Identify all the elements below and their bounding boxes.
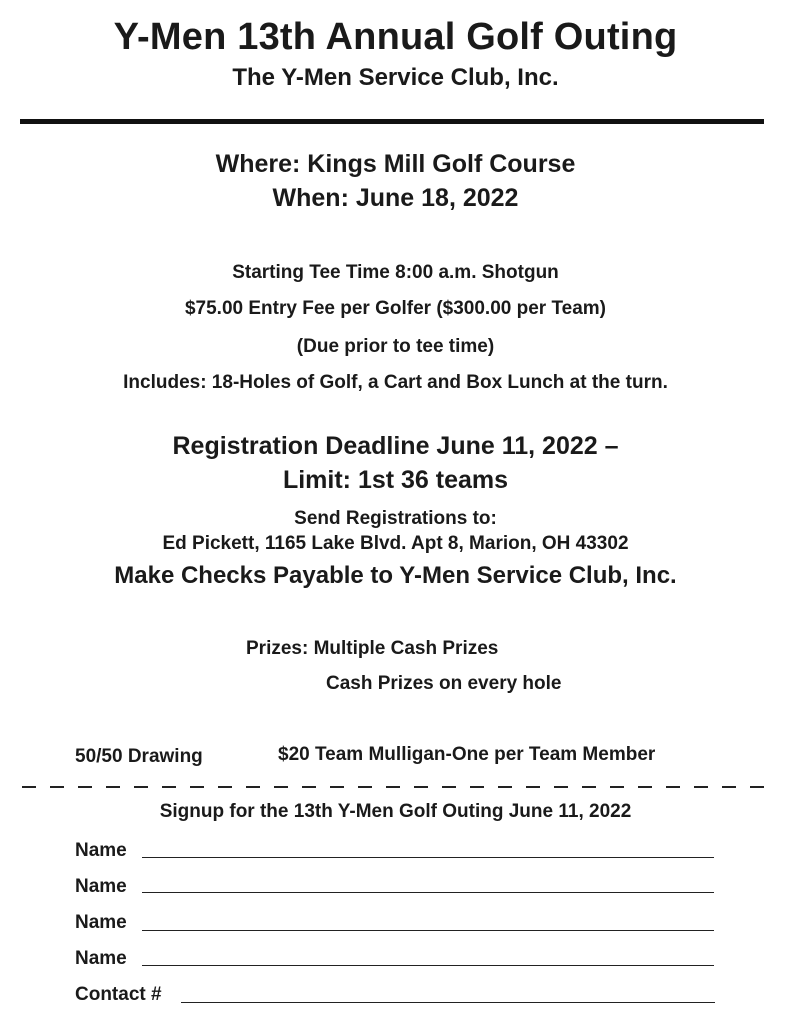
registration-deadline: Registration Deadline June 11, 2022 – (172, 432, 619, 460)
name-label: Name (75, 912, 127, 933)
name-field-3[interactable] (75, 912, 717, 938)
cut-here-divider (22, 782, 770, 792)
registration-address: Ed Pickett, 1165 Lake Blvd. Apt 8, Marion, OH 43302 (162, 533, 629, 554)
checks-payable: Make Checks Payable to Y-Men Service Club, Inc. (114, 562, 677, 589)
contact-blank-line[interactable] (181, 1002, 715, 1003)
entry-fee: $75.00 Entry Fee per Golfer ($300.00 per Team) (184, 298, 606, 319)
name-label: Name (75, 948, 127, 969)
team-limit: Limit: 1st 36 teams (282, 466, 509, 494)
name-field-2[interactable] (75, 876, 717, 902)
flyer-title: Y-Men 13th Annual Golf Outing (113, 16, 678, 58)
flyer-subtitle: The Y-Men Service Club, Inc. (232, 64, 559, 91)
contact-field[interactable] (75, 984, 717, 1010)
event-date: When: June 18, 2022 (272, 184, 519, 212)
contact-label: Contact # (75, 984, 162, 1005)
payment-due-note: (Due prior to tee time) (296, 336, 495, 357)
prizes-every-hole: Cash Prizes on every hole (326, 673, 562, 694)
name-field-4[interactable] (75, 948, 717, 974)
name-blank-line[interactable] (142, 930, 714, 931)
team-mulligan: $20 Team Mulligan-One per Team Member (278, 744, 656, 765)
prizes-line: Prizes: Multiple Cash Prizes (246, 638, 499, 659)
tee-time: Starting Tee Time 8:00 a.m. Shotgun (232, 262, 559, 283)
fifty-fifty-drawing: 50/50 Drawing (75, 746, 203, 767)
name-blank-line[interactable] (142, 857, 714, 858)
name-blank-line[interactable] (142, 965, 714, 966)
includes-text: Includes: 18-Holes of Golf, a Cart and Box Lunch at the turn. (123, 372, 668, 393)
name-field-1[interactable] (75, 840, 717, 866)
send-registrations-label: Send Registrations to: (294, 508, 497, 529)
name-blank-line[interactable] (142, 892, 714, 893)
signup-heading: Signup for the 13th Y-Men Golf Outing June 11, 2022 (159, 801, 632, 822)
header-divider (20, 119, 764, 124)
name-label: Name (75, 840, 127, 861)
name-label: Name (75, 876, 127, 897)
event-location: Where: Kings Mill Golf Course (215, 150, 576, 178)
